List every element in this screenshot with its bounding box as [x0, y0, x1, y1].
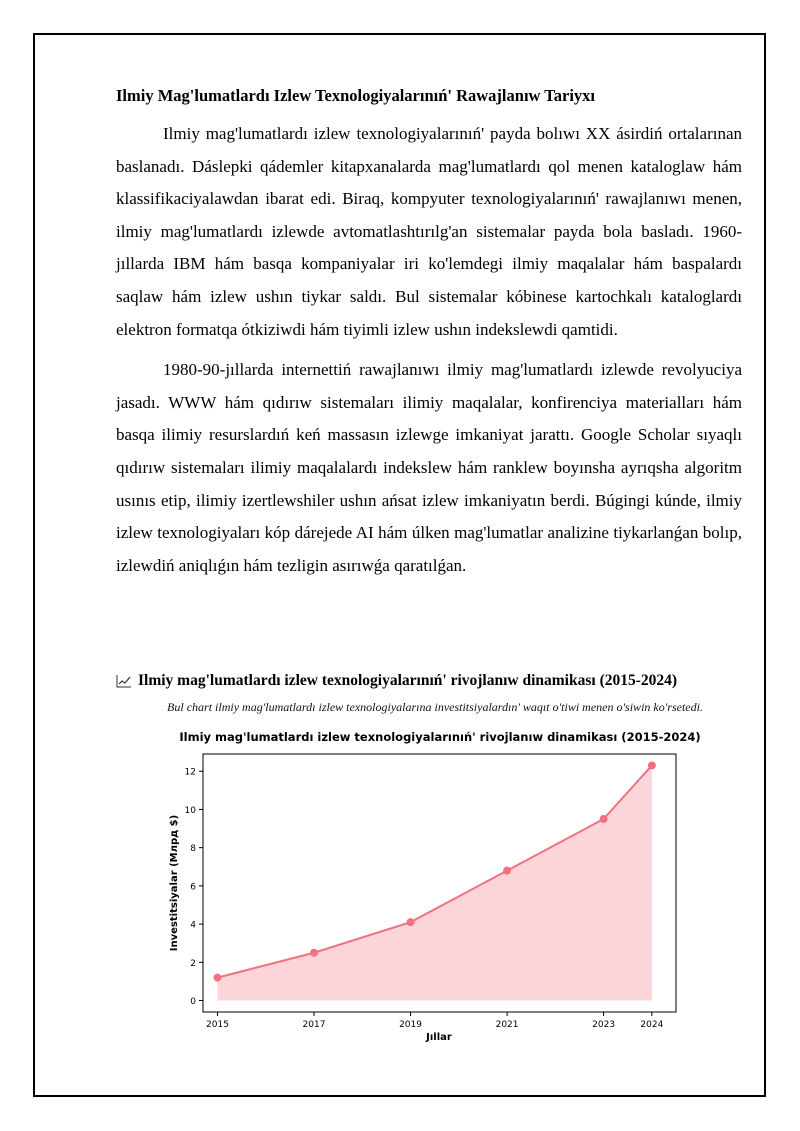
x-tick-label: 2023	[592, 1020, 616, 1030]
data-point	[600, 815, 608, 823]
paragraph-1: Ilmiy mag'lumatlardı izlew texnologiyalarınıń' payda bolıwı XX ásirdiń ortalarınan baslanadı. Dáslepki qádemler kitapxanalarda mag'lumatlardı qol menen kataloglaw hám klassifikaciyalawdan ibarat edi. Biraq, kompyuter texnologiyalarınıń' rawajlanıwı menen, ilmiy mag'lumatlardı izlewde avtomatlashtırılg'an sistemalar payda bola basladı. 1960-jıllarda IBM hám basqa kompaniyalar iri ko'lemdegi ilmiy maqalalar hám baspalardı saqlaw hám izlew ushın tiykar saldı. Bul sistemalar kóbinese kartochkalı kataloglardı elektron formatqa ótkiziwdi hám tiyimli izlew ushın indekslewdi qamtidi.	[116, 124, 742, 339]
document-heading: Ilmiy Mag'lumatlardı Izlew Texnologiyalarınıń' Rawajlanıw Tariyxı	[116, 86, 595, 105]
chart-svg	[150, 722, 710, 1052]
document-body	[116, 86, 742, 590]
data-point	[310, 949, 318, 957]
chart-title: Ilmiy mag'lumatlardı izlew texnologiyalarınıń' rivojlanıw dinamikası (2015-2024)	[179, 730, 701, 744]
data-point	[407, 918, 415, 926]
paragraph-2: 1980-90-jıllarda internettiń rawajlanıwı ilmiy mag'lumatlardı izlewde revolyuciya jasadı. WWW hám qıdırıw sistemaları ilimiy maqalalar, konfirenciya materialları hám basqa ilimiy resurslardıń keń massasın izlewge imkaniyat jarattı. Google Scholar sıyaqlı qıdırıw sistemaları ilimiy maqalalardı indekslew hám ranklew boyınsha ayrıqsha algoritm usınıs etip, ilimiy izertlewshiler ushın ańsat izlew imkaniyatın berdi. Búgingi kúnde, ilmiy izlew texnologiyaları kóp dárejede AI hám úlken mag'lumatlar analizine tiykarlanǵan bolıp, izlewdiń aniqlıǵın hám tezligin asırıwǵa qaratılǵan.	[116, 360, 742, 575]
y-tick-label: 2	[190, 958, 196, 969]
figure-title-text: Ilmiy mag'lumatlardı izlew texnologiyalarınıń' rivojlanıw dinamikası (2015-2024)	[138, 672, 678, 689]
y-tick-label: 12	[184, 767, 196, 778]
x-tick-label: 2017	[302, 1020, 326, 1030]
figure-title	[116, 672, 756, 690]
x-tick-label: 2024	[640, 1020, 664, 1030]
area-fill	[217, 765, 651, 1000]
x-tick-label: 2015	[206, 1020, 229, 1030]
x-axis-label: Jıllar	[426, 1032, 452, 1043]
y-tick-label: 4	[190, 920, 196, 931]
chart	[150, 722, 710, 1052]
data-point	[503, 867, 511, 875]
x-tick-label: 2021	[495, 1020, 519, 1030]
data-point	[648, 761, 656, 769]
y-tick-label: 6	[190, 882, 196, 893]
y-tick-label: 0	[190, 997, 196, 1008]
y-tick-label: 10	[184, 805, 196, 816]
y-tick-label: 8	[190, 844, 196, 855]
figure-caption: Bul chart ilmiy mag'lumatlardı izlew texnologiyalarına investitsiyalardın' waqıt o'tiwi menen o'siwin ko'rsetedi.	[167, 700, 703, 714]
x-tick-label: 2019	[399, 1020, 422, 1030]
y-axis-label: Investitsiyalar (Млрд $)	[169, 814, 180, 952]
chart-icon	[116, 674, 132, 688]
data-point	[213, 974, 221, 982]
